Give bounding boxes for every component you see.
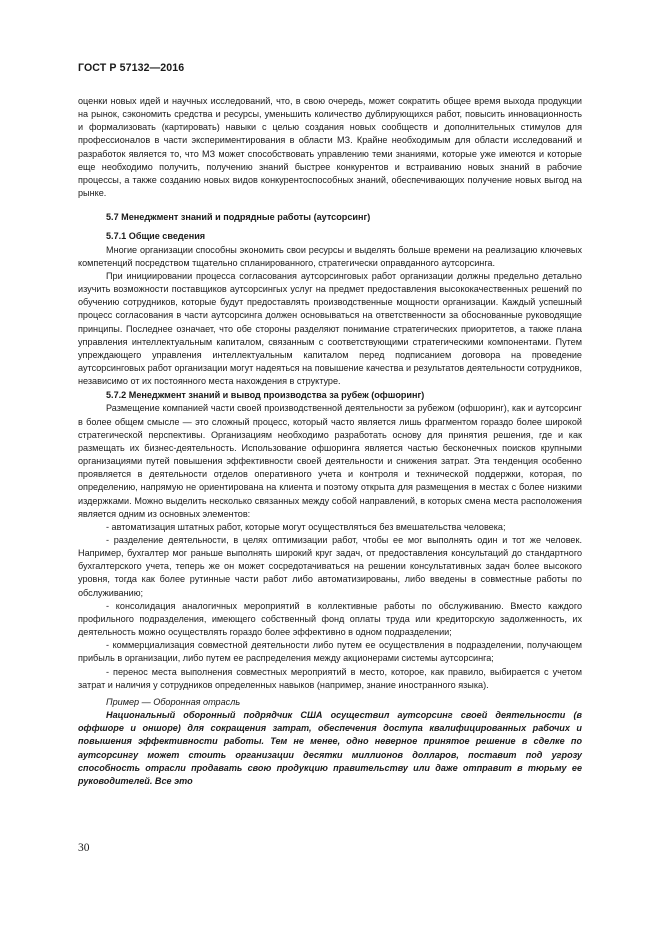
list-item: - консолидация аналогичных мероприятий в коллективные работы по обслуживанию. Вместо каждого профильного подразделения, имеющего собственный фонд оплаты труда или кредиторскую задолженность, их деятельность можно осуществлять гораздо более эффективно в одном подразделении; [78, 600, 582, 638]
example-text: Национальный оборонный подрядчик США осуществил аутсорсинг своей деятельности (в оффшоре и оншоре) для сокращения затрат, обеспечения доступа квалифицированных рабочих и повышения эффективности работы. Тем не менее, одно неверное принятое решение в сделке по аутсорсингу может стоить организации десятки миллионов долларов, поставит под угрозу способность отрасли продавать свою продукцию правительству или даже отправит в тюрьму ее руководителей. Все это [78, 710, 582, 786]
intro-paragraph: оценки новых идей и научных исследований, что, в свою очередь, может сократить общее время выхода продукции на рынок, сэкономить средства и ресурсы, уменьшить количество дублирующихся работ, повысить инновационность и формализовать (картировать) навыки с целью создания новых сообществ и дополнительных стимулов для профессионалов в части экспериментирования в области МЗ. Крайне необходимым для области исследований и разработок является то, что МЗ может способствовать управлению теми знаниями, которые уже имеются и которые еще необходимо получить, получению знаний быстрее конкурентов и встраиванию новых знаний в рабочие процессы, а также созданию новых видов конкурентоспособных знаний, обеспечивающих получение новых выгод на рынке. [78, 96, 582, 199]
example-title: Пример — Оборонная отрасль [106, 696, 241, 707]
list-item: - перенос места выполнения совместных мероприятий в место, которое, как правило, выбирается с учетом затрат и наличия у сотрудников определенных навыков (например, знание иностранного языка). [78, 666, 582, 690]
list-item: - автоматизация штатных работ, которые могут осуществляться без вмешательства человека; [106, 521, 506, 532]
page-number: 30 [78, 842, 90, 854]
page-body [78, 95, 582, 788]
section-5-7-1-paragraph-1: Многие организации способны экономить свои ресурсы и выделять больше времени на реализацию ключевых компетенций посредством тщательно спланированного, стратегически оправданного аутсорсинга. [78, 244, 582, 268]
section-5-7-2-paragraph-1: Размещение компанией части своей производственной деятельности за рубежом (офшоринг), как и аутсорсинг в более общем смысле — это сложный процесс, который часто является лишь фрагментом гораздо более широкой стратегической перспективы. Организациям необходимо разработать основу для принятия решения, где и как размещать их бизнес-деятельность. Использование офшоринга является частью бесконечных поисков крупными организациями путей повышения эффективности своей деятельности и снижения затрат. Эта тенденция особенно проявляется в деятельности отделов оперативного учета и контроля и технической поддержки, которая, по определению, напрямую не ориентирована на клиента и поэтому открыта для размещения в местах с более низкими издержками. Можно выделить несколько связанных между собой направлений, в которых смена места расположения является одним из основных элементов: [78, 403, 582, 519]
document-header: ГОСТ Р 57132—2016 [78, 62, 185, 74]
list-item: - коммерциализация совместной деятельности либо путем ее осуществления в подразделении, получающем прибыль в организации, либо путем ее распределения между акционерами системы аутсорсинга; [78, 640, 582, 664]
list-item: - разделение деятельности, в целях оптимизации работ, чтобы ее мог выполнять один и тот же человек. Например, бухгалтер мог раньше выполнять широкий круг задач, от предоставления консультаций до стандартного бухгалтерского учета, теперь же он может сосредотачиваться на решении консультативных задач более высокого уровня, тогда как более рутинные части работ либо автоматизированы, либо введены в совместные работы по обслуживанию; [78, 535, 582, 598]
section-5-7-1-heading: 5.7.1 Общие сведения [106, 231, 206, 242]
section-5-7-1-paragraph-2: При инициировании процесса согласования аутсорсинговых работ организации должны предельно детально изучить возможности поставщиков аутсорсингых услуг на предмет предоставления высококачественных решений по обучению сотрудников, которые будут предоставлять производственные мощности организации. Каждый успешный процесс согласования в части аутсорсинга должен основываться на ответственности за обоснованные руководящие принципы. Последнее означает, что обе стороны разделяют понимание стратегических приоритетов, а также плана управления интеллектуальным капиталом, связанным с соответствующими стратегическими компонентами. Путем упреждающего управления интеллектуальным капиталом перед подписанием договора на проведение аутсорсинговых работ организации могут надеяться на повышение качества и результатов деятельности сотрудников, независимо от их постоянного места нахождения в структуре. [78, 270, 582, 387]
section-5-7-2-heading: 5.7.2 Менеджмент знаний и вывод производства за рубеж (офшоринг) [106, 390, 425, 401]
section-5-7-heading: 5.7 Менеджмент знаний и подрядные работы (аутсорсинг) [106, 212, 371, 223]
